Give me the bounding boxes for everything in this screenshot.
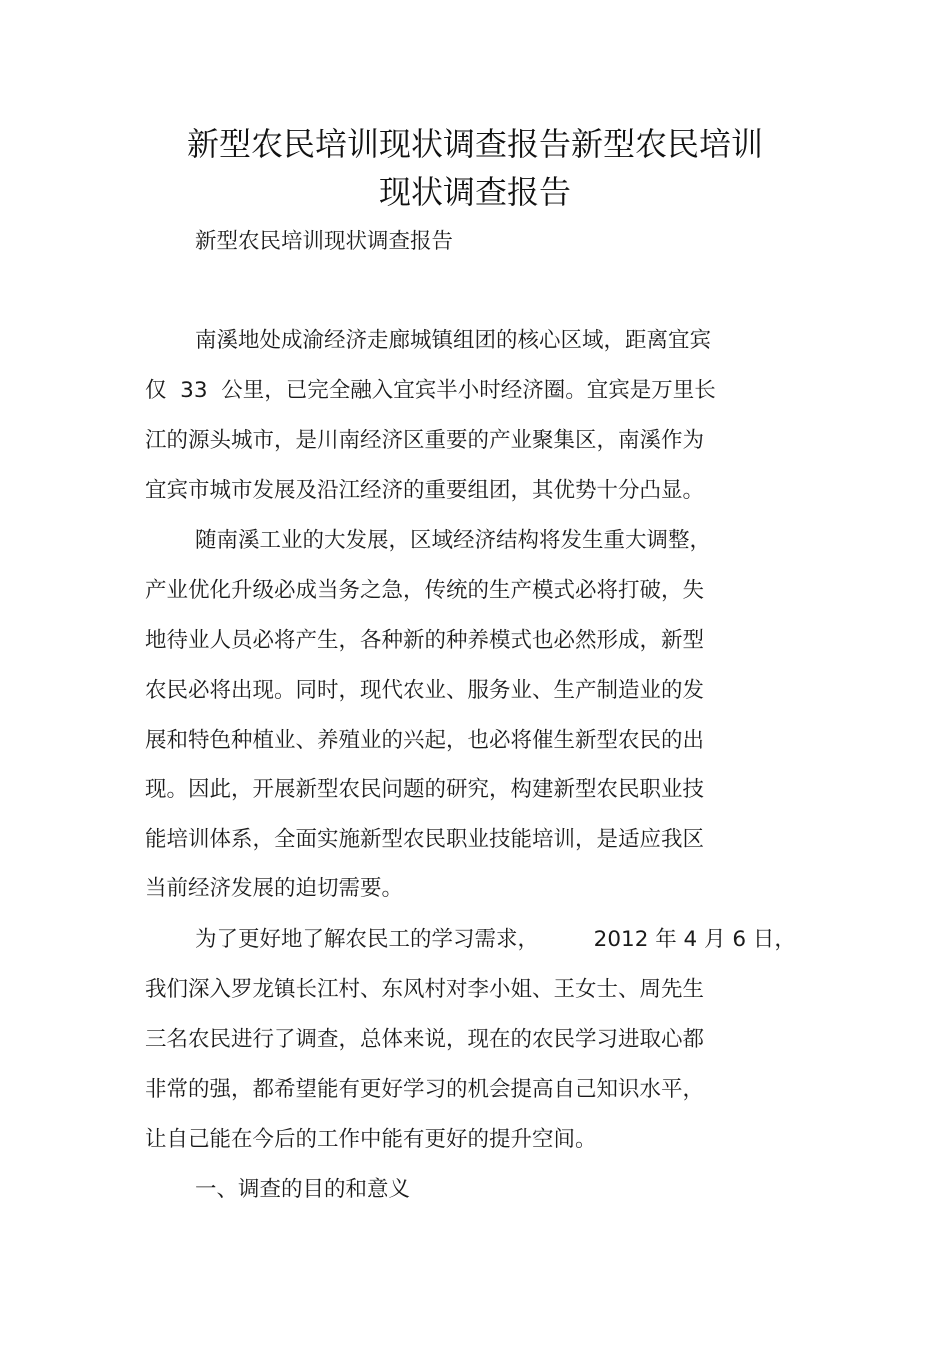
paragraph-line: 宜宾市城市发展及沿江经济的重要组团，其优势十分凸显。 <box>145 478 705 503</box>
paragraph-line: 农民必将出现。同时，现代农业、服务业、生产制造业的发 <box>145 678 705 703</box>
paragraph-line: 展和特色种植业、养殖业的兴起，也必将催生新型农民的出 <box>145 728 705 753</box>
paragraph-line: 产业优化升级必成当务之急，传统的生产模式必将打破，失 <box>145 578 705 603</box>
paragraph-line: 当前经济发展的迫切需要。 <box>145 876 404 901</box>
paragraph-line: 现。因此，开展新型农民问题的研究，构建新型农民职业技 <box>145 777 705 802</box>
paragraph-line: 江的源头城市，是川南经济区重要的产业聚集区，南溪作为 <box>145 428 705 453</box>
paragraph-line: 为了更好地了解农民工的学习需求， 2012 年 4 月 6 日， <box>195 927 796 952</box>
paragraph-line: 南溪地处成渝经济走廊城镇组团的核心区域，距离宜宾 <box>195 328 712 353</box>
paragraph-line: 能培训体系，全面实施新型农民职业技能培训，是适应我区 <box>145 827 705 852</box>
paragraph-line: 让自己能在今后的工作中能有更好的提升空间。 <box>145 1127 597 1152</box>
document-title-line-1: 新型农民培训现状调查报告新型农民培训 <box>186 125 763 163</box>
section-heading: 一、调查的目的和意义 <box>195 1177 411 1202</box>
document-title-line-2: 现状调查报告 <box>378 173 571 211</box>
document-subtitle: 新型农民培训现状调查报告 <box>195 229 454 254</box>
paragraph-line: 非常的强，都希望能有更好学习的机会提高自己知识水平， <box>145 1077 705 1102</box>
paragraph-line: 地待业人员必将产生，各种新的种养模式也必然形成，新型 <box>145 628 705 653</box>
paragraph-line: 随南溪工业的大发展，区域经济结构将发生重大调整， <box>195 528 712 553</box>
paragraph-line: 三名农民进行了调查，总体来说，现在的农民学习进取心都 <box>145 1027 705 1052</box>
paragraph-line: 我们深入罗龙镇长江村、东风村对李小姐、王女士、周先生 <box>145 977 705 1002</box>
paragraph-line: 仅 33 公里，已完全融入宜宾半小时经济圈。宜宾是万里长 <box>145 378 716 403</box>
